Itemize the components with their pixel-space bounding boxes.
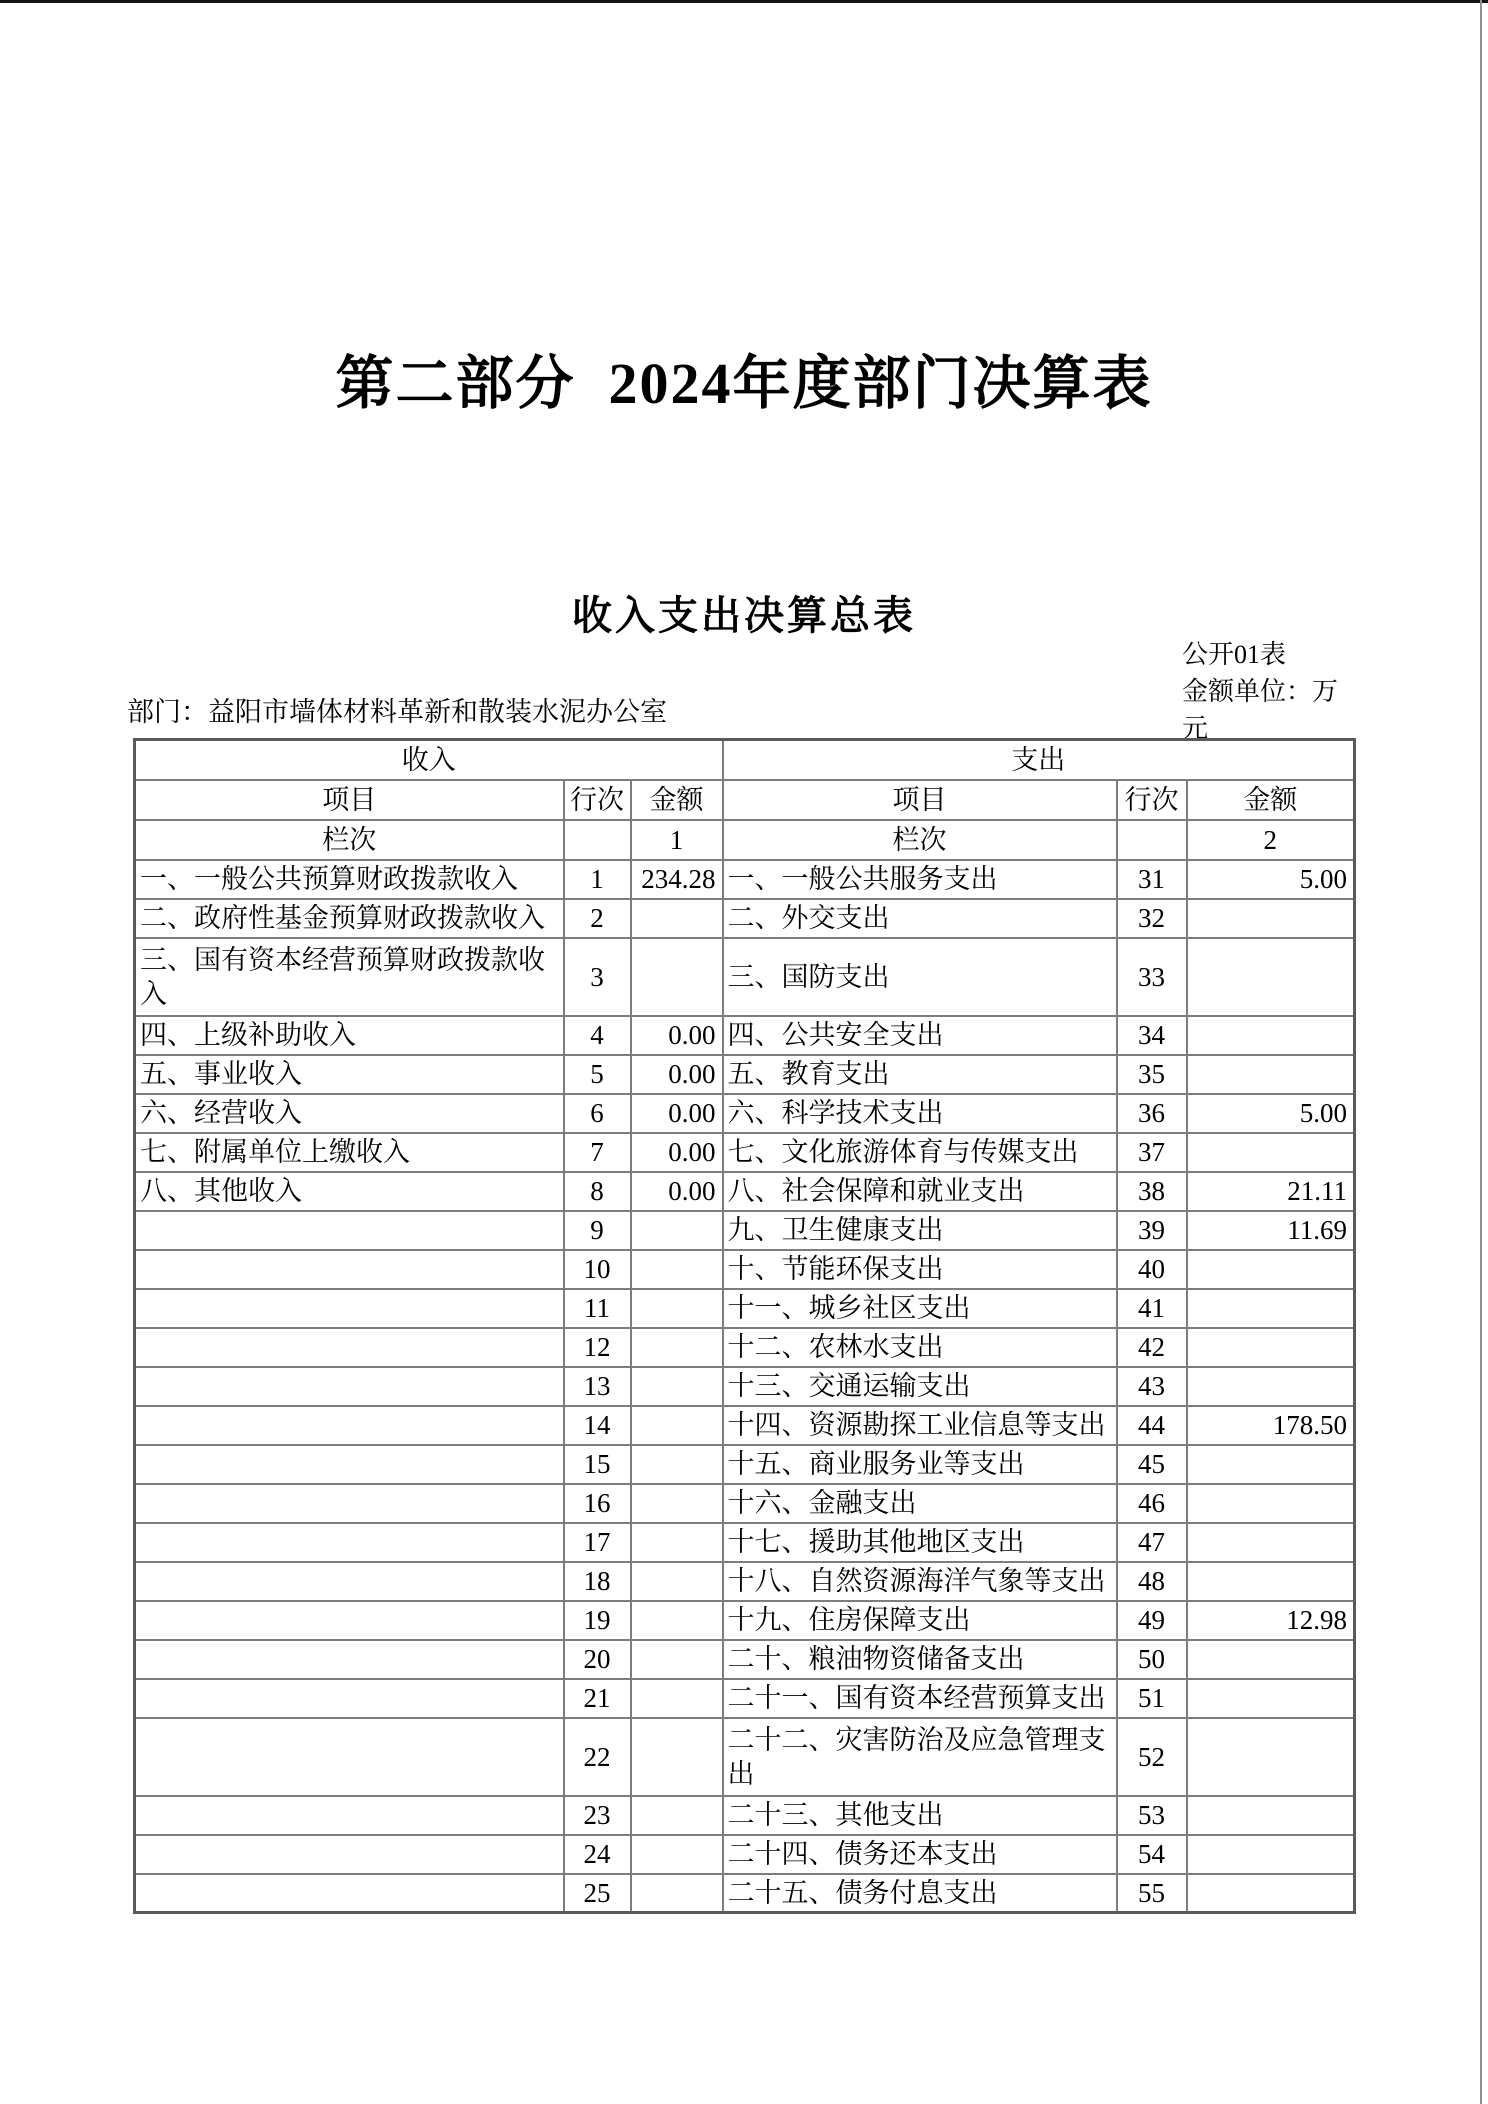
expense-amount-cell: [1187, 1835, 1355, 1874]
table-row: [135, 1328, 1355, 1367]
table-row: [135, 1718, 1355, 1796]
income-item-cell: [135, 1484, 564, 1523]
table-row: [135, 1640, 1355, 1679]
income-item-cell: [135, 1640, 564, 1679]
income-line-cell: 16: [564, 1484, 631, 1523]
income-amount-cell: [631, 1601, 723, 1640]
expense-item-cell: 四、公共安全支出: [723, 1016, 1117, 1055]
income-item-cell: [135, 1835, 564, 1874]
income-amount-header: 金额: [631, 780, 723, 820]
expense-item-cell: 一、一般公共服务支出: [723, 860, 1117, 899]
expense-line-cell: 48: [1117, 1562, 1187, 1601]
table-row: [135, 1874, 1355, 1913]
income-amount-cell: [631, 1679, 723, 1718]
income-line-cell: 18: [564, 1562, 631, 1601]
income-line-cell: 9: [564, 1211, 631, 1250]
income-amount-cell: [631, 1562, 723, 1601]
income-item-cell: [135, 1601, 564, 1640]
table-row: [135, 1835, 1355, 1874]
expense-amount-cell: [1187, 1016, 1355, 1055]
income-item-cell: 二、政府性基金预算财政拨款收入: [135, 899, 564, 938]
table-row: [135, 1367, 1355, 1406]
income-item-cell: 四、上级补助收入: [135, 1016, 564, 1055]
scan-right-edge-artifact: [1480, 0, 1482, 2104]
expense-amount-cell: [1187, 1484, 1355, 1523]
income-item-cell: [135, 1796, 564, 1835]
income-line-cell: 22: [564, 1718, 631, 1796]
expense-item-cell: 九、卫生健康支出: [723, 1211, 1117, 1250]
expense-amount-cell: [1187, 1718, 1355, 1796]
income-amount-cell: [631, 1640, 723, 1679]
expense-item-cell: 五、教育支出: [723, 1055, 1117, 1094]
expense-item-cell: 十四、资源勘探工业信息等支出: [723, 1406, 1117, 1445]
column-index-row: [135, 820, 1355, 860]
income-amount-cell: 0.00: [631, 1055, 723, 1094]
table-code-label: 公开01表: [1182, 640, 1287, 669]
income-amount-cell: [631, 1367, 723, 1406]
income-amount-cell: [631, 1484, 723, 1523]
table-row: [135, 1445, 1355, 1484]
expense-item-cell: 十八、自然资源海洋气象等支出: [723, 1562, 1117, 1601]
expense-item-cell: 二十二、灾害防治及应急管理支出: [723, 1718, 1117, 1796]
income-line-cell: 13: [564, 1367, 631, 1406]
income-item-cell: [135, 1211, 564, 1250]
table-row: [135, 860, 1355, 899]
income-amount-cell: [631, 899, 723, 938]
income-line-cell: 23: [564, 1796, 631, 1835]
expense-line-cell: 36: [1117, 1094, 1187, 1133]
income-item-cell: [135, 1289, 564, 1328]
table-row: [135, 1562, 1355, 1601]
income-amount-cell: [631, 1250, 723, 1289]
income-line-cell: 1: [564, 860, 631, 899]
expense-item-cell: 十三、交通运输支出: [723, 1367, 1117, 1406]
expense-line-cell: 33: [1117, 938, 1187, 1016]
table-row: [135, 1523, 1355, 1562]
income-amount-cell: 234.28: [631, 860, 723, 899]
expense-amount-cell: [1187, 1562, 1355, 1601]
expense-line-cell: 45: [1117, 1445, 1187, 1484]
income-index-line-blank: [564, 820, 631, 860]
income-amount-cell: 0.00: [631, 1172, 723, 1211]
expense-line-cell: 40: [1117, 1250, 1187, 1289]
table-row: [135, 1055, 1355, 1094]
income-item-cell: 七、附属单位上缴收入: [135, 1133, 564, 1172]
department-label: 部门：益阳市墙体材料革新和散装水泥办公室: [127, 697, 667, 727]
expense-item-cell: 十六、金融支出: [723, 1484, 1117, 1523]
expense-item-cell: 十九、住房保障支出: [723, 1601, 1117, 1640]
table-row: [135, 1601, 1355, 1640]
income-amount-cell: 0.00: [631, 1133, 723, 1172]
expense-amount-cell: 178.50: [1187, 1406, 1355, 1445]
table-meta-block: [1182, 636, 1354, 747]
table-row: [135, 1250, 1355, 1289]
income-amount-cell: [631, 1835, 723, 1874]
income-amount-cell: 0.00: [631, 1016, 723, 1055]
income-line-cell: 20: [564, 1640, 631, 1679]
table-row: [135, 1406, 1355, 1445]
table-row: [135, 1172, 1355, 1211]
expense-item-cell: 八、社会保障和就业支出: [723, 1172, 1117, 1211]
column-header-row: [135, 780, 1355, 820]
expense-line-cell: 31: [1117, 860, 1187, 899]
expense-item-cell: 十二、农林水支出: [723, 1328, 1117, 1367]
expense-line-cell: 43: [1117, 1367, 1187, 1406]
expense-line-cell: 53: [1117, 1796, 1187, 1835]
income-item-cell: [135, 1250, 564, 1289]
table-row: [135, 1484, 1355, 1523]
expense-index-label: 栏次: [723, 820, 1117, 860]
income-line-header: 行次: [564, 780, 631, 820]
income-item-cell: [135, 1367, 564, 1406]
income-item-cell: [135, 1406, 564, 1445]
expense-line-cell: 41: [1117, 1289, 1187, 1328]
table-row: [135, 1211, 1355, 1250]
expense-amount-cell: [1187, 1874, 1355, 1913]
income-line-cell: 10: [564, 1250, 631, 1289]
expense-item-cell: 二十、粮油物资储备支出: [723, 1640, 1117, 1679]
expense-amount-cell: 5.00: [1187, 1094, 1355, 1133]
expense-item-cell: 十一、城乡社区支出: [723, 1289, 1117, 1328]
income-amount-cell: [631, 1211, 723, 1250]
expense-line-cell: 32: [1117, 899, 1187, 938]
expense-index-line-blank: [1117, 820, 1187, 860]
expense-line-cell: 42: [1117, 1328, 1187, 1367]
income-amount-cell: [631, 1523, 723, 1562]
expense-amount-cell: [1187, 1289, 1355, 1328]
expense-amount-header: 金额: [1187, 780, 1355, 820]
expense-line-cell: 39: [1117, 1211, 1187, 1250]
expense-amount-cell: 21.11: [1187, 1172, 1355, 1211]
income-amount-cell: [631, 1289, 723, 1328]
income-line-cell: 3: [564, 938, 631, 1016]
expense-item-cell: 六、科学技术支出: [723, 1094, 1117, 1133]
expense-line-cell: 50: [1117, 1640, 1187, 1679]
table-row: [135, 938, 1355, 1016]
expense-item-cell: 二十一、国有资本经营预算支出: [723, 1679, 1117, 1718]
income-line-cell: 25: [564, 1874, 631, 1913]
summary-table: [133, 738, 1356, 1914]
income-line-cell: 12: [564, 1328, 631, 1367]
income-item-cell: [135, 1562, 564, 1601]
section-header-row: [135, 740, 1355, 780]
expense-item-cell: 十七、援助其他地区支出: [723, 1523, 1117, 1562]
expense-item-cell: 十、节能环保支出: [723, 1250, 1117, 1289]
income-line-cell: 21: [564, 1679, 631, 1718]
income-line-cell: 11: [564, 1289, 631, 1328]
expense-item-cell: 二十四、债务还本支出: [723, 1835, 1117, 1874]
expense-item-cell: 十五、商业服务业等支出: [723, 1445, 1117, 1484]
expense-line-cell: 46: [1117, 1484, 1187, 1523]
expense-amount-cell: [1187, 1133, 1355, 1172]
page-title: 第二部分 2024年度部门决算表: [335, 351, 1153, 416]
table-row: [135, 1016, 1355, 1055]
expense-line-cell: 51: [1117, 1679, 1187, 1718]
table-row: [135, 1094, 1355, 1133]
income-item-cell: 六、经营收入: [135, 1094, 564, 1133]
income-item-cell: 五、事业收入: [135, 1055, 564, 1094]
table-row: [135, 1679, 1355, 1718]
income-item-cell: 三、国有资本经营预算财政拨款收入: [135, 938, 564, 1016]
expense-line-cell: 52: [1117, 1718, 1187, 1796]
income-amount-cell: [631, 1445, 723, 1484]
table-row: [135, 1133, 1355, 1172]
expense-line-header: 行次: [1117, 780, 1187, 820]
income-amount-cell: [631, 1718, 723, 1796]
expense-amount-cell: [1187, 1679, 1355, 1718]
income-item-cell: [135, 1874, 564, 1913]
expense-amount-cell: 12.98: [1187, 1601, 1355, 1640]
income-section-header: 收入: [135, 740, 723, 780]
income-amount-cell: [631, 1874, 723, 1913]
expense-section-header: 支出: [723, 740, 1355, 780]
expense-line-cell: 55: [1117, 1874, 1187, 1913]
income-line-cell: 8: [564, 1172, 631, 1211]
income-line-cell: 14: [564, 1406, 631, 1445]
income-line-cell: 4: [564, 1016, 631, 1055]
table-title: 收入支出决算总表: [572, 593, 916, 638]
expense-line-cell: 38: [1117, 1172, 1187, 1211]
expense-amount-cell: [1187, 1055, 1355, 1094]
expense-item-cell: 三、国防支出: [723, 938, 1117, 1016]
expense-line-cell: 54: [1117, 1835, 1187, 1874]
income-line-cell: 5: [564, 1055, 631, 1094]
expense-amount-cell: [1187, 1367, 1355, 1406]
expense-amount-cell: [1187, 938, 1355, 1016]
income-amount-cell: [631, 1796, 723, 1835]
table-row: [135, 1289, 1355, 1328]
income-line-cell: 17: [564, 1523, 631, 1562]
table-row: [135, 1796, 1355, 1835]
expense-item-cell: 二十三、其他支出: [723, 1796, 1117, 1835]
expense-line-cell: 37: [1117, 1133, 1187, 1172]
table-row: [135, 899, 1355, 938]
income-line-cell: 15: [564, 1445, 631, 1484]
income-item-cell: 一、一般公共预算财政拨款收入: [135, 860, 564, 899]
income-line-cell: 6: [564, 1094, 631, 1133]
expense-item-header: 项目: [723, 780, 1117, 820]
expense-item-cell: 二十五、债务付息支出: [723, 1874, 1117, 1913]
expense-line-cell: 34: [1117, 1016, 1187, 1055]
expense-amount-cell: [1187, 1796, 1355, 1835]
income-amount-cell: 0.00: [631, 1094, 723, 1133]
expense-line-cell: 47: [1117, 1523, 1187, 1562]
income-item-cell: 八、其他收入: [135, 1172, 564, 1211]
income-item-cell: [135, 1523, 564, 1562]
table-body: [135, 860, 1355, 1913]
expense-amount-cell: [1187, 1445, 1355, 1484]
income-index-label: 栏次: [135, 820, 564, 860]
income-item-cell: [135, 1445, 564, 1484]
income-item-cell: [135, 1718, 564, 1796]
income-line-cell: 24: [564, 1835, 631, 1874]
income-amount-cell: [631, 1406, 723, 1445]
expense-amount-cell: [1187, 1523, 1355, 1562]
expense-line-cell: 35: [1117, 1055, 1187, 1094]
income-item-cell: [135, 1679, 564, 1718]
income-amount-cell: [631, 1328, 723, 1367]
income-index-number: 1: [631, 820, 723, 860]
income-item-cell: [135, 1328, 564, 1367]
expense-amount-cell: [1187, 1640, 1355, 1679]
income-item-header: 项目: [135, 780, 564, 820]
expense-index-number: 2: [1187, 820, 1355, 860]
expense-amount-cell: [1187, 1250, 1355, 1289]
expense-amount-cell: 5.00: [1187, 860, 1355, 899]
expense-line-cell: 44: [1117, 1406, 1187, 1445]
expense-line-cell: 49: [1117, 1601, 1187, 1640]
expense-item-cell: 二、外交支出: [723, 899, 1117, 938]
scan-top-edge-artifact: [0, 0, 1488, 3]
income-line-cell: 7: [564, 1133, 631, 1172]
expense-item-cell: 七、文化旅游体育与传媒支出: [723, 1133, 1117, 1172]
income-line-cell: 19: [564, 1601, 631, 1640]
expense-amount-cell: 11.69: [1187, 1211, 1355, 1250]
expense-amount-cell: [1187, 1328, 1355, 1367]
income-line-cell: 2: [564, 899, 631, 938]
income-amount-cell: [631, 938, 723, 1016]
unit-label: 金额单位：万元: [1182, 677, 1339, 743]
expense-amount-cell: [1187, 899, 1355, 938]
